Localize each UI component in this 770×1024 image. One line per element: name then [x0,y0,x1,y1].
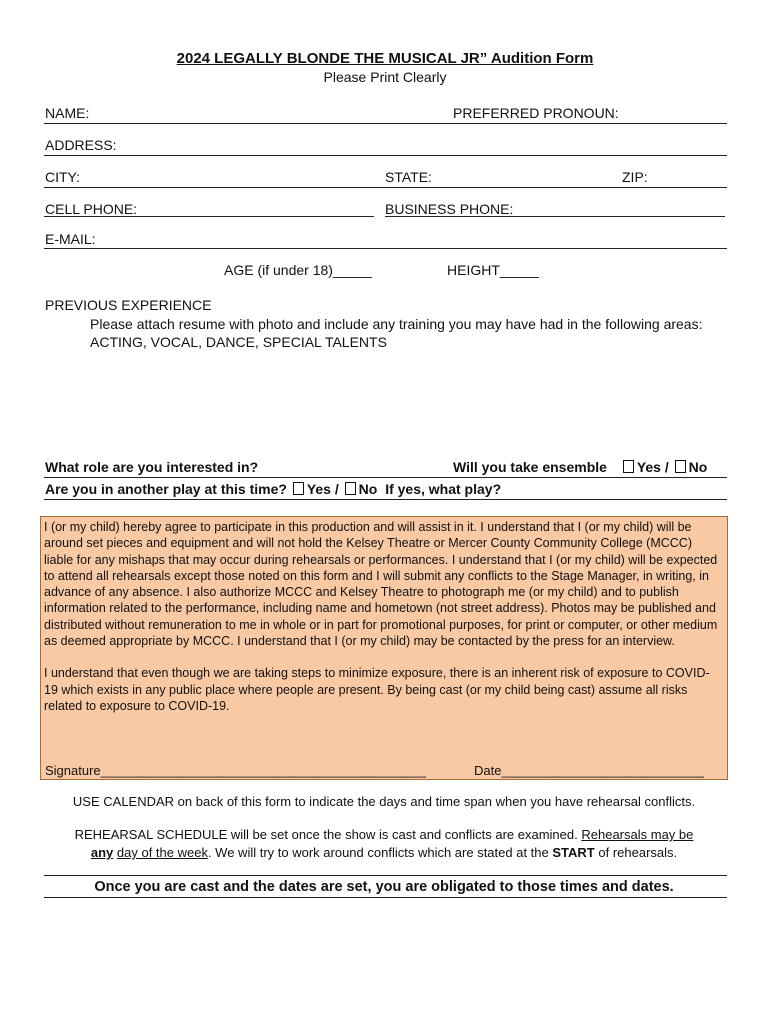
form-title: 2024 LEGALLY BLONDE THE MUSICAL JR” Audition Form [176,50,594,67]
agreement-paragraph-1: I (or my child) hereby agree to participate in this production and will assist in it. I understand that I (or my child) will be around set pieces and equipment and will not hold the Kelsey Theatre or Mercer County Community College (MCCC) liable for any mishaps that may occur during rehearsals or performances. I understand that I (or my child) will be expected to attend all rehearsals except those noted on this form and I will submit any conflicts to the Stage Manager, in writing, in advance of any absence. I also authorize MCCC and Kelsey Theatre to photograph me (or my child) and to publish information related to the performance, including name and hometown (not street address). Photos may be published and distributed without remuneration to me in whole or in part for promotional purposes, for print or computer, or other medium as deemed appropriate by MCCC. I understand that I (or my child) may be contacted by the press for an interview. [44,520,718,649]
other-play-no-checkbox[interactable] [345,482,356,495]
calendar-note: USE CALENDAR on back of this form to indicate the days and time span when you have rehearsal conflicts. [72,794,696,809]
experience-instructions: Please attach resume with photo and include any training you may have had in the following areas: ACTING, VOCAL, DANCE, SPECIAL TALENTS [90,316,703,350]
ensemble-yes-checkbox[interactable] [623,460,634,473]
obligation-note: Once you are cast and the dates are set, you are obligated to those times and dates. [94,879,674,895]
other-play-yes-checkbox[interactable] [293,482,304,495]
other-play-question [45,481,501,497]
agreement-paragraph-2: I understand that even though we are taking steps to minimize exposure, there is an inherent risk of exposure to COVID-19 which exists in any public place where people are present. By being cast (or my child being cast) assume all risks related to exposure to COVID-19. [44,666,710,713]
date-field[interactable]: Date____________________________ [474,763,704,778]
form-subtitle: Please Print Clearly [323,69,447,85]
address-line[interactable] [44,155,727,156]
other-play-yes-label: Yes / [306,481,339,497]
obligation-bottom-rule [44,897,727,898]
name-label: NAME: [45,105,90,121]
zip-label: ZIP: [622,169,648,185]
address-label: ADDRESS: [45,137,117,153]
business-phone-line[interactable] [385,216,725,217]
other-play-line[interactable] [44,499,727,500]
ensemble-question [453,459,707,475]
city-label: CITY: [45,169,81,185]
age-field[interactable]: AGE (if under 18)_____ [224,262,372,278]
pronoun-label: PREFERRED PRONOUN: [453,105,619,121]
schedule-text-a: REHEARSAL SCHEDULE will be set once the show is cast and conflicts are examined. [74,827,578,842]
schedule-text-d: . We will try to work around conflicts which are stated at the [207,845,549,860]
other-play-no-label: No [358,481,378,497]
experience-heading: PREVIOUS EXPERIENCE [45,297,212,313]
schedule-text-b: Rehearsals may be [581,827,694,842]
business-phone-label: BUSINESS PHONE: [385,201,514,217]
role-line[interactable] [44,477,727,478]
other-play-label: Are you in another play at this time? [45,481,287,497]
cell-phone-line[interactable] [44,216,374,217]
signature-field[interactable]: Signature_____________________________________________ [45,763,426,778]
ensemble-no-checkbox[interactable] [675,460,686,473]
city-line[interactable] [44,187,727,188]
schedule-text-c: day of the week [116,845,208,860]
email-line[interactable] [44,248,727,249]
agreement-box [40,516,728,780]
ensemble-yes-label: Yes / [636,459,669,475]
email-label: E-MAIL: [45,231,96,247]
schedule-text-e: of rehearsals. [598,845,678,860]
name-line[interactable] [44,123,727,124]
schedule-text-start: START [552,845,595,860]
cell-phone-label: CELL PHONE: [45,201,138,217]
role-question: What role are you interested in? [45,459,259,475]
obligation-top-rule [44,875,727,876]
ensemble-label: Will you take ensemble [453,459,607,475]
which-play-label: If yes, what play? [385,481,502,497]
state-label: STATE: [385,169,432,185]
ensemble-no-label: No [688,459,708,475]
height-field[interactable]: HEIGHT_____ [447,262,539,278]
schedule-note [40,826,728,862]
schedule-text-any: any [90,845,114,860]
